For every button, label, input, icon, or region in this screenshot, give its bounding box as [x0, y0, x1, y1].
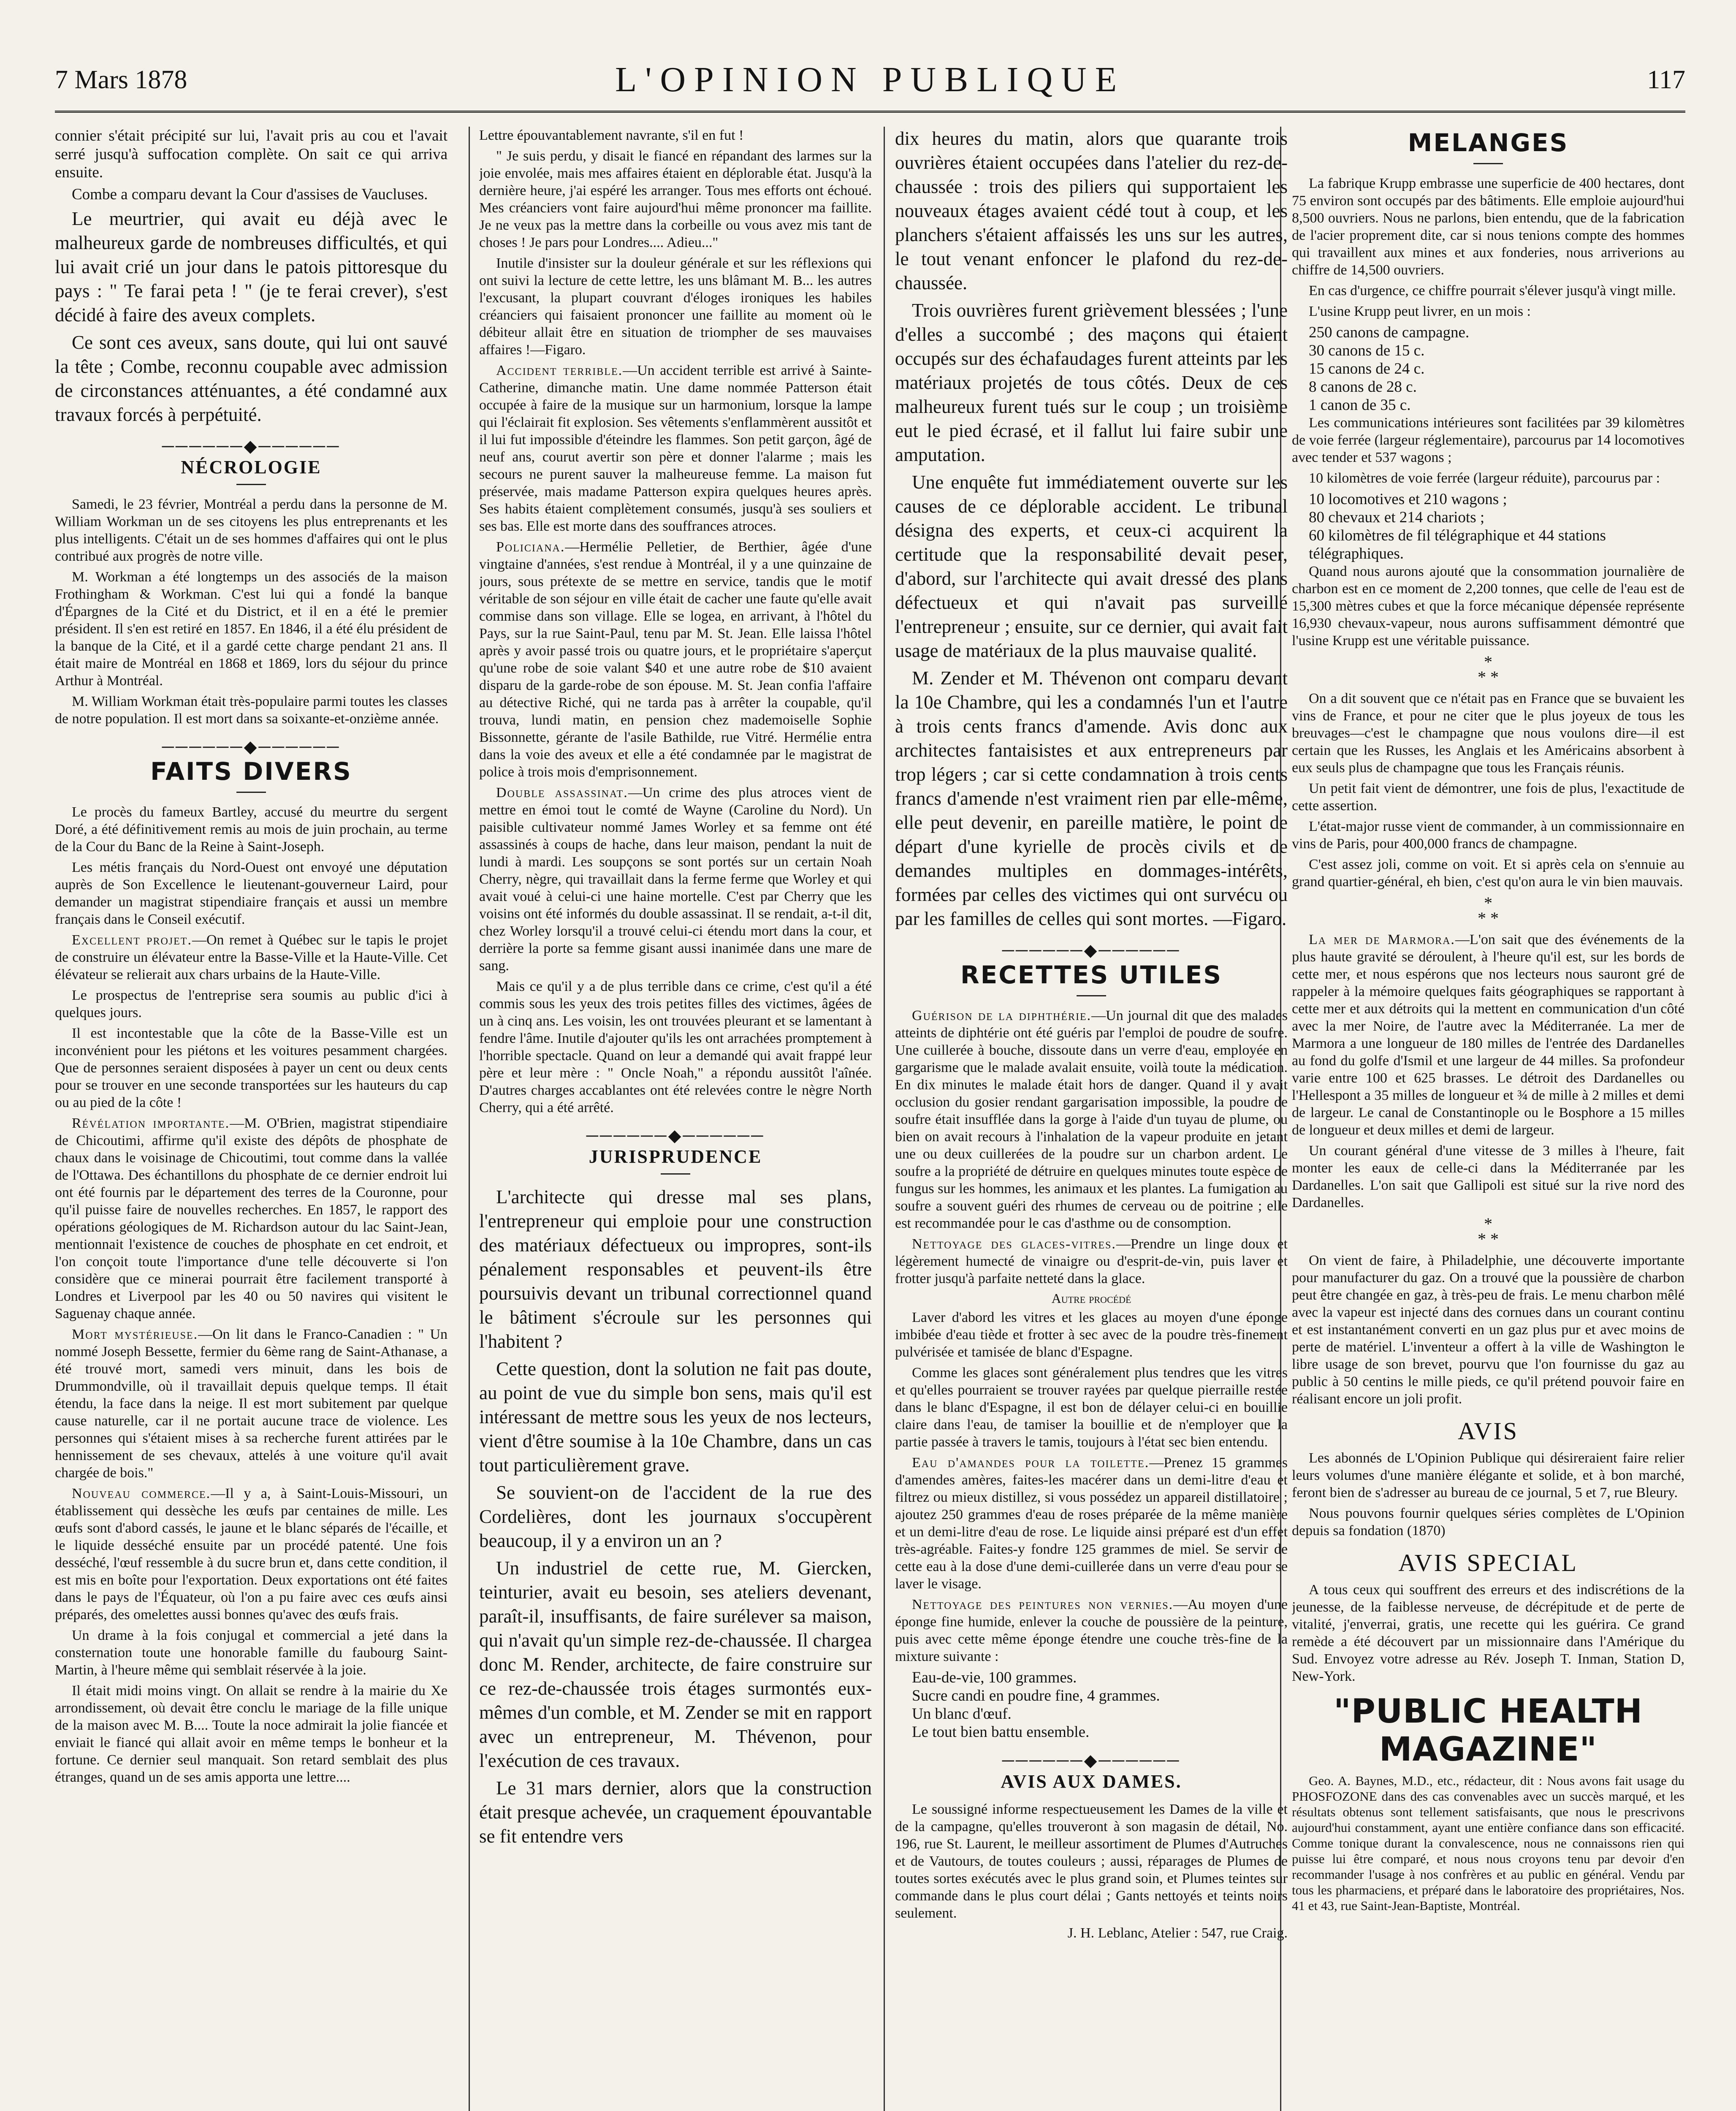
column-1 — [55, 127, 448, 2111]
list-item: 30 canons de 15 c. — [1309, 342, 1425, 359]
list-item: 60 kilomètres de fil télégraphique et 44 stations télégraphiques. — [1309, 527, 1606, 562]
page-number: 117 — [1647, 65, 1685, 94]
section-header-faits-divers — [55, 738, 448, 795]
paragraph: Il est incontestable que la côte de la Basse-Ville est un inconvénient pour les piétons et les voitures pesamment chargées. Que de personnes seraient disposées à payer un cent ou deux cents pour se trouver en une seconde transportées sur les hauteurs du cap ou au pied de la côte ! — [55, 1026, 448, 1110]
list-item: Sucre candi en poudre fine, 4 grammes. — [912, 1687, 1160, 1704]
item-lead: Nouveau commerce. — [72, 1486, 211, 1501]
item-lead: Révélation importante. — [72, 1115, 230, 1131]
newspaper-title: L'OPINION PUBLIQUE — [615, 60, 1126, 99]
masthead — [55, 59, 1685, 106]
paragraph: M. Zender et M. Thévenon ont comparu devant la 10e Chambre, qui les a condamnés l'un et l'autre à trois cents francs d'amende. Avis donc aux architectes fantaisistes et aux entrepreneurs par trop légers ; car si cette condamnation à trois cents francs d'amende n'est vraiment rien par elle-même, elle peut devenir, en pareille matière, le point de départ d'une kyrielle de procès civils et de demandes multiples en dommages-intérêts, formées par celles des victimes qui ont survécu ou par les familles de celles qui sont mortes. —Figaro. — [895, 667, 1288, 929]
item-lead: Policiana. — [496, 539, 565, 555]
paragraph — [55, 1115, 448, 1322]
paragraph — [895, 1596, 1288, 1665]
paragraph: Geo. A. Baynes, M.D., etc., rédacteur, dit : Nous avons fait usage du PHOSFOZONE dans des cas convenables avec un succès marqué, et les résultats obtenus sont tellement satisfaisants, que nous le prescrivons aujourd'hui constamment, ayant une entière confiance dans son efficacité. Comme tonique durant la convalescence, nous ne connaissons rien qui puisse lui être comparé, et nous nous croyons tenu par devoir d'en recommander l'usage à nos confrères et au public en général. Vendu par tous les pharmaciens, et préparé dans le laboratoire des propriétaires, Nos. 41 et 43, rue Saint-Jean-Baptiste, Montréal. — [1292, 1773, 1684, 1913]
paragraph: Samedi, le 23 février, Montréal a perdu dans la personne de M. William Workman un de ses citoyens les plus entreprenants et les plus intelligents. C'était un de ses hommes d'affaires qui ont le plus contribué aux progrès de notre ville. — [55, 497, 448, 564]
item-lead: Excellent projet. — [72, 932, 192, 948]
paragraph — [55, 931, 448, 983]
section-header-recettes — [895, 942, 1288, 999]
list-item: Le tout bien battu ensemble. — [912, 1723, 1090, 1741]
paragraph: Lettre épouvantablement navrante, s'il en fut ! — [479, 128, 744, 143]
ornament: ──────◆────── — [1002, 941, 1181, 960]
paragraph: Le 31 mars dernier, alors que la construction était presque achevée, un craquement épouvantable se fit entendre vers — [479, 1777, 872, 1847]
item-lead: Accident terrible. — [496, 363, 623, 378]
paragraph: Combe a comparu devant la Cour d'assises de Vaucluses. — [72, 185, 428, 203]
paragraph: " Je suis perdu, y disait le fiancé en répandant des larmes sur la joie envolée, mais mes affaires étaient en déplorable état. Jusqu'à la dernière heure, j'ai espéré les arranger. Tous mes efforts ont échoué. Mes créanciers vont faire aujourd'hui même prononcer ma faillite. Je ne veux pas la mettre dans la corbeille ou vous avez mis tant de choses ! Je pars pour Londres.... Adieu..." — [479, 148, 872, 250]
item-text: —L'on sait que des événements de la plus haute gravité se déroulent, à l'heure qu'il est, sur les bords de cette mer, et nous espérons que nos lecteurs nous sauront gré de rappeler à la mémoire quelques faits géographiques se rapportant à cette mer et aux détroits qui la mettent en communication d'un côté avec la mer Noire, de l'autre avec la Méditerranée. La mer de Marmora a une longueur de 180 milles de l'entrée des Dardanelles au fond du golfe d'Ismil et une largeur de 44 milles. Sa profondeur varie entre 100 et 625 brasses. Le détroit des Dardanelles ou l'Hellespont a 35 milles de longueur et ¾ de mille à 2 milles et demi de largeur. Le canal de Constantinople ou le Bosphore a 15 milles de longueur et deux milles et demi de largeur. — [1292, 932, 1684, 1138]
cannon-list — [1292, 323, 1684, 414]
item-text: —Il y a, à Saint-Louis-Missouri, un établissement qui dessèche les œufs par centaines de mille. Les œufs sont d'abord cassés, le jaune et le blanc séparés de l'écaille, et le liquide desséché ensuite par un procédé patenté. Une fois desséché, l'œuf ressemble à du sucre brun et, dans cette condition, il est mis en boîte pour l'exportation. Deux exportations ont été faites dans le pays de l'Équateur, où l'on a pu faire avec ces œufs ainsi préparés, des omelettes aussi bonnes qu'avec des œufs frais. — [55, 1486, 448, 1623]
list-item: 1 canon de 35 c. — [1309, 396, 1411, 414]
paragraph: Il était midi moins vingt. On allait se rendre à la mairie du Xe arrondissement, où devait être conclu le mariage de la fille unique de la maison avec M. B.... Toute la noce admirait la jolie fiancée et enviait le fiancé qui allait avoir en même temps le bonheur et la fortune. Ce dernier seul manquait. Son retard semblait des plus étranges, quand un de ses amis apporta une lettre.... — [55, 1683, 448, 1785]
item-text: —Hermélie Pelletier, de Berthier, âgée d'une vingtaine d'années, s'est rendue à Montréal, il y a une quinzaine de jours, sous prétexte de se mettre en service, tandis que le motif véritable de son séjour en ville était de cacher une faute qu'elle avait commise dans son village. Elle se logea, en arrivant, à l'hôtel du Pays, sur la rue Saint-Paul, tenu par M. St. Jean. Elle laissa l'hôtel après y avoir passé trois ou quatre jours, et le propriétaire s'aperçut qu'une robe de soie valant $40 et une autre robe de $10 avaient disparu de la garde-robe de son épouse. M. St. Jean confia l'affaire au détective Riché, qui ne tarda pas à arrêter la coupable, qu'il trouva, lundi matin, en pension chez mademoiselle Sophie Bissonnette, gérante de l'asile Bathilde, rue Vitré. Hermélie entra dans la voie des aveux et elle a été condamnée par le magistrat de police à trois mois d'emprisonnement. — [479, 539, 872, 780]
paragraph: Un industriel de cette rue, M. Giercken, teinturier, avait eu besoin, ses ateliers devenant, paraît-il, insuffisants, de faire surélever sa maison, qui n'avait qu'un simple rez-de-chaussée. Il chargea donc M. Render, architecte, de faire construire sur ce rez-de-chaussée trois étages surmontés eux-mêmes d'un comble, et M. Zender se mit en rapport avec un entrepreneur, M. Thévenon, pour l'exécution de ces travaux. — [479, 1557, 872, 1771]
paragraph — [895, 1454, 1288, 1593]
asterism: * * * — [1478, 893, 1499, 928]
item-text: —Au moyen d'une éponge fine humide, enlever la couche de poussière de la peinture, puis avec cette même éponge étendre une couche très-fine de la mixture suivante : — [895, 1597, 1288, 1664]
paragraph: M. Workman a été longtemps un des associés de la maison Frothingham & Workman. C'est lui qui a fondé la banque d'Épargnes de la Cité et du District, et il en a été le premier président. Il s'en est retiré en 1857. En 1846, il a été élu président de la banque de la Cité, et il a gardé cette charge pendant 21 ans. Il était maire de Montréal en 1868 et 1869, lors du séjour du prince Arthur à Montréal. — [55, 569, 448, 689]
divider — [1077, 995, 1106, 996]
item-text: —Prenez 15 grammes d'amendes amères, faites-les macérer dans un demi-litre d'eau et filtrez ou mieux distillez, si vous possédez un appareil distillatoire ; ajoutez 250 grammes d'eau de roses préparée de la même manière et un demi-litre d'eau de rose. Le liquide ainsi préparé est d'un effet très-agréable. Faites-y fondre 125 grammes de miel. Se servir de cette eau à la dose d'une demi-cuillerée dans un verre d'eau pour se laver le visage. — [895, 1455, 1288, 1592]
paragraph: Nous pouvons fournir quelques séries complètes de L'Opinion depuis sa fondation (1870) — [1292, 1506, 1684, 1538]
ornament: ──────◆────── — [162, 737, 341, 756]
paragraph — [479, 538, 872, 781]
item-lead: Mort mystérieuse. — [72, 1327, 198, 1342]
section-header-jurisprudence — [479, 1127, 872, 1177]
paragraph: Cette question, dont la solution ne fait pas doute, au point de vue du simple bon sens, mais qu'il est intéressant de mettre sous les yeux de nos lecteurs, vient d'être soumise à la 10e Chambre, dans un cas tout particulièrement grave. — [479, 1358, 872, 1476]
magazine-title: "PUBLIC HEALTH MAGAZINE" — [1334, 1693, 1643, 1769]
list-item: 8 canons de 28 c. — [1309, 378, 1417, 396]
paragraph: Mais ce qu'il y a de plus terrible dans ce crime, c'est qu'il a été commis sous les yeux des trois petites filles des victimes, âgées de un à cinq ans. Les voisin, les ont trouvées pleurant et se lamentant à fendre l'âme. Inutile d'ajouter qu'ils les ont arrachées promptement à l'horrible spectacle. Quand on leur a demandé qui avait frappé leur père et leur mère : " Oncle Noah," a répondu aussitôt l'aînée. D'autres charges accablantes ont été relevées contre le nègre North Cherry, qui a été arrêté. — [479, 979, 872, 1115]
paragraph: Le meurtrier, qui avait eu déjà avec le malheureux garde de nombreuses difficultés, et qui lui avait crié un jour dans le patois pittoresque du pays : " Te farai peta ! " (je te ferai crever), s'est décidé à faire des aveux complets. — [55, 208, 448, 326]
paragraph: Un petit fait vient de démontrer, une fois de plus, l'exactitude de cette assertion. — [1292, 781, 1684, 814]
list-item: Un blanc d'œuf. — [912, 1705, 1012, 1723]
paragraph: Se souvient-on de l'accident de la rue des Cordelières, dont les journaux s'occupèrent beaucoup, il y a environ un an ? — [479, 1482, 872, 1551]
column-divider — [884, 127, 885, 2111]
item-text: —M. O'Brien, magistrat stipendiaire de Chicoutimi, affirme qu'il existe des dépôts de phosphate de chaux dans le voisinage de Chicoutimi, tout comme dans la vallée de l'Ottawa. Des échantillons du phosphate de ce dernier endroit lui ont été fournis par le département des terres de la Couronne, pour qu'il puisse faire de nouvelles recherches. En 1857, le rapport des opérations géologiques de M. Richardson autour du lac Saint-Jean, mentionnait l'existence de couches de phosphate en cet endroit, et l'on conçoit toute l'importance d'une telle découverte si l'on considère que ce minerai pourrait être facilement transporté à Londres et Liverpool par les 40 ou 50 navires qui visitent le Saguenay chaque année. — [55, 1115, 448, 1321]
item-text: —On remet à Québec sur le tapis le projet de construire un élévateur entre la Basse-Ville et la Haute-Ville. Cet élévateur se relierait aux chars urbains de la Haute-Ville. — [55, 932, 448, 982]
paragraph — [55, 1485, 448, 1623]
divider — [236, 484, 266, 485]
asterism: * * * — [1478, 1214, 1499, 1248]
paragraph: On a dit souvent que ce n'était pas en France que se buvaient les vins de France, et pour ne citer que le plus joyeux de tous les breuvages—c'est le champagne que nous voulons dire—il est certain que les Russes, les Anglais et les Américains absorbent à eux seuls plus de champagne que tous les Français réunis. — [1292, 691, 1684, 776]
section-header-melanges — [1292, 128, 1684, 166]
column-4 — [1292, 127, 1684, 2111]
paragraph: Inutile d'insister sur la douleur générale et sur les réflexions qui ont suivi la lecture de cette lettre, les uns blâmant M. B... les autres l'excusant, la plupart couvrant d'éloges ironiques les habiles créanciers qui faisaient prononcer une faillite au moment où le débiteur allait être en situation de triompher de ses mauvaises affaires !—Figaro. — [479, 255, 872, 358]
asterism: * * * — [1478, 652, 1499, 686]
paragraph: Les communications intérieures sont facilitées par 39 kilomètres de voie ferrée (largeur réglementaire), parcourus par 14 locomotives avec tender et 537 wagons ; — [1292, 415, 1684, 465]
item-text: —Un journal dit que des malades atteints de diphtérie ont été guéris par l'emploi de poudre de soufre. Une cuillerée à bouche, dissoute dans un verre d'eau, employée en gargarisme que le malade avalait ensuite, voilà toute la médication. En dix minutes le malade était hors de danger. Quand il y avait occlusion du gosier rendant gargarisation impossible, la poudre de soufre était insufflée dans la gorge à l'aide d'un tuyau de plume, ou bien on avait recours à l'inhalation de la vapeur produite en jetant une ou deux cuillerées de la poudre sur un charbon ardent. Le soufre a la propriété de détruire en quelques minutes toute espèce de fungus sur les hommes, les animaux et les plantes. La fumigation au soufre a souvent guéri des rhumes de cerveau ou de poitrine ; elle est recommandée pour le cas d'asthme ou de consomption. — [895, 1008, 1288, 1231]
paragraph — [55, 1326, 448, 1481]
subheading: Autre procédé — [1051, 1291, 1131, 1306]
paragraph: A tous ceux qui souffrent des erreurs et des indiscrétions de la jeunesse, de la faiblesse nerveuse, de décrépitude et de perte de vitalité, j'enverrai, gratis, une recette qui les guérira. Ce grand remède a été découvert par un missionnaire dans l'Amérique du Sud. Envoyez votre adresse au Rév. Joseph T. Inman, Station D, New-York. — [1292, 1582, 1684, 1684]
recipe-list — [895, 1669, 1288, 1741]
paragraph: Comme les glaces sont généralement plus tendres que les vitres et qu'elles pourraient se trouver rayées par quelque pierraille restée dans le blanc d'Espagne, il est bon de délayer celui-ci en bouillie claire dans l'eau, de tamiser la bouillie et de n'employer que la partie passée à travers le tamis, toujours à l'état sec bien entendu. — [895, 1365, 1288, 1450]
ornament: ──────◆────── — [1002, 1751, 1181, 1770]
column-2 — [479, 127, 872, 2111]
paragraph: Ce sont ces aveux, sans doute, qui lui ont sauvé la tête ; Combe, reconnu coupable avec admission de circonstances atténuantes, a été condamné aux travaux forcés à perpétuité. — [55, 332, 448, 425]
paragraph: On vient de faire, à Philadelphie, une découverte importante pour manufacturer du gaz. On a trouvé que la poussière de charbon peut être changée en gaz, à très-peu de frais. Le menu charbon mêlé avec la vapeur est injecté dans des cornues dans un courant continu et est instantanément converti en un gaz plus pur et avec moins de perte de matériel. L'inventeur a offert à la ville de Washington le libre usage de son brevet, pourvu que l'on fournisse du gaz au public à 50 centins le mille pieds, ce qu'il prétend pouvoir faire en réalisant encore un joli profit. — [1292, 1253, 1684, 1407]
avis-title: AVIS — [1458, 1417, 1519, 1445]
paragraph — [479, 784, 872, 974]
ornament: ──────◆────── — [162, 437, 341, 456]
paragraph — [479, 362, 872, 535]
divider — [236, 792, 266, 793]
item-text: —On lit dans le Franco-Canadien : " Un nommé Joseph Bessette, fermier du 6ème rang de Saint-Athanase, a été trouvé mort, samedi vers minuit, dans les bois de Drummondville, où il travaillait depuis quelque temps. Il était étendu, la face dans la neige. Il est mort subitement par quelque cause naturelle, car il ne portait aucune trace de violence. Les personnes qui s'étaient mises à sa recherche furent attirées par le hennissement de ses chevaux, attelés à une voiture qu'il avait chargée de bois." — [55, 1327, 448, 1481]
section-header-avis-dames — [895, 1752, 1288, 1792]
paragraph: Un courant général d'une vitesse de 3 milles à l'heure, fait monter les eaux de celle-ci dans la Méditerranée par les Dardanelles. L'on sait que Gallipoli est situé sur la rive nord des Dardanelles. — [1292, 1143, 1684, 1210]
item-lead: Nettoyage des glaces-vitres. — [912, 1236, 1116, 1252]
paragraph — [895, 1007, 1288, 1232]
paragraph: L'usine Krupp peut livrer, en un mois : — [1309, 304, 1531, 319]
divider — [661, 1173, 690, 1175]
transport-list — [1292, 490, 1684, 563]
paragraph: M. William Workman était très-populaire parmi toutes les classes de notre population. Il est mort dans sa soixante-et-onzième année. — [55, 694, 448, 727]
item-lead: Eau d'amandes pour la toilette. — [912, 1455, 1150, 1471]
avis-special-title: AVIS SPECIAL — [1398, 1549, 1578, 1576]
section-title: RECETTES UTILES — [960, 961, 1223, 989]
paragraph: Le soussigné informe respectueusement les Dames de la ville et de la campagne, qu'elles trouveront à son magasin de détail, No. 196, rue St. Laurent, le meilleur assortiment de Plumes d'Autruches et de Vautours, de toutes couleurs ; aussi, réparages de Plumes de toutes sortes exécutés avec le plus grand soin, et Plumes teintes sur commande dans le plus court délai ; Gants nettoyés et teints noirs seulement. — [895, 1802, 1288, 1921]
paragraph: Le procès du fameux Bartley, accusé du meurtre du sergent Doré, a été définitivement remis au mois de juin prochain, au terme de la Cour du Banc de la Reine à Saint-Joseph. — [55, 804, 448, 855]
section-title: FAITS DIVERS — [150, 757, 352, 786]
paragraph: L'état-major russe vient de commander, à un commissionnaire en vins de Paris, pour 400,000 francs de champagne. — [1292, 819, 1684, 852]
paragraph: Les métis français du Nord-Ouest ont envoyé une députation auprès de Son Excellence le lieutenant-gouverneur Laird, pour demander un magistrat stipendiaire français et aussi un membre français dans le Conseil exécutif. — [55, 860, 448, 927]
item-lead: Double assassinat. — [496, 785, 628, 800]
paragraph — [1292, 931, 1684, 1139]
paragraph: Le prospectus de l'entreprise sera soumis au public d'ici à quelques jours. — [55, 988, 448, 1020]
item-lead: La mer de Marmora. — [1309, 932, 1455, 947]
signature: J. H. Leblanc, Atelier : 547, rue Craig. — [1067, 1925, 1288, 1941]
paragraph: Une enquête fut immédiatement ouverte sur les causes de ce déplorable accident. Le tribunal désigna des experts, et ceux-ci acquirent la certitude que la responsabilité devait peser, d'abord, sur l'architecte qui avait dressé des plans défectueux et qui n'avait pas surveillé l'entrepreneur ; ensuite, sur ce dernier, qui avait fait usage de matériaux de la plus mauvaise qualité. — [895, 472, 1288, 661]
paragraph: C'est assez joli, comme on voit. Et si après cela on s'ennuie au grand quartier-général, eh bien, c'est qu'on aura le vin bien mauvais. — [1292, 857, 1684, 890]
paragraph: dix heures du matin, alors que quarante trois ouvrières étaient occupées dans l'atelier du rez-de-chaussée : trois des piliers qui supportaient les nouveaux étages avaient cédé tout à coup, et les planchers s'étaient affaissés les uns sur les autres, le tout venant enfoncer le plafond du rez-de-chaussée. — [895, 128, 1288, 293]
item-text: —Un accident terrible est arrivé à Sainte-Catherine, dimanche matin. Une dame nommée Patterson était occupée à faire de la musique sur un harmonium, lorsque la lampe qui l'éclairait fit explosion. Ses vêtements s'enflammèrent aussitôt et il lui fut impossible d'éteindre les flammes. Son petit garçon, âgé de neuf ans, courut avertir son père et donner l'alarme ; mais les secours ne purent sauver la malheureuse femme. La maison fut préservée, mais madame Patterson expira quelques heures après. Ses habits étaient complètement consumés, jusqu'à ses souliers et ses bas. Elle est morte dans des souffrances atroces. — [479, 363, 872, 534]
paragraph: connier s'était précipité sur lui, l'avait pris au cou et l'avait serré jusqu'à suffocation complète. On sait ce qui arriva ensuite. — [55, 127, 448, 181]
divider — [1473, 163, 1503, 164]
list-item: 80 chevaux et 214 chariots ; — [1309, 509, 1485, 526]
section-title: MELANGES — [1408, 128, 1569, 157]
paragraph: Laver d'abord les vitres et les glaces au moyen d'une éponge imbibée d'eau tiède et frotter à sec avec de la poudre très-finement pulvérisée et tamisée de blanc d'Espagne. — [895, 1310, 1288, 1360]
section-title: JURISPRUDENCE — [589, 1146, 762, 1167]
list-item: Eau-de-vie, 100 grammes. — [912, 1669, 1077, 1686]
item-lead: Nettoyage des peintures non vernies. — [912, 1597, 1174, 1612]
section-title: AVIS AUX DAMES. — [1001, 1771, 1182, 1792]
list-item: 250 canons de campagne. — [1309, 324, 1470, 341]
paragraph: L'architecte qui dresse mal ses plans, l'entrepreneur qui emploie pour une construction des matériaux défectueux ou impropres, sont-ils pénalement responsables et peuvent-ils être poursuivis devant un tribunal correctionnel quand le bâtiment s'écroule sur les personnes qui l'habitent ? — [479, 1186, 872, 1352]
section-title: NÉCROLOGIE — [181, 457, 322, 478]
paragraph: Trois ouvrières furent grièvement blessées ; l'une d'elles a succombé ; des maçons qui étaient occupés sur des échafaudages furent atteints par les matériaux projetés de tous côtés. Deux de ces malheureux furent tués sur le coup ; un troisième eut le pied écrasé, et il fallut lui faire subir une amputation. — [895, 300, 1288, 465]
masthead-rule — [55, 111, 1685, 113]
column-3 — [895, 127, 1288, 2111]
item-text: —Prendre un linge doux et légèrement humecté de vinaigre ou d'esprit-de-vin, puis laver et frotter jusqu'à parfaite netteté dans la glace. — [895, 1236, 1288, 1286]
paragraph: 10 kilomètres de voie ferrée (largeur réduite), parcourus par : — [1309, 470, 1660, 486]
paragraph: Un drame à la fois conjugal et commercial a jeté dans la consternation toute une honorable famille du faubourg Saint-Martin, à l'heure même qui semblait réservée à la joie. — [55, 1628, 448, 1678]
paragraph: Les abonnés de L'Opinion Publique qui désireraient faire relier leurs volumes d'une manière élégante et solide, et à bon marché, feront bien de s'adresser au bureau de ce journal, 5 et 7, rue Bleury. — [1292, 1450, 1684, 1500]
column-divider — [469, 127, 470, 2111]
list-item: 10 locomotives et 210 wagons ; — [1309, 491, 1507, 508]
paragraph: En cas d'urgence, ce chiffre pourrait s'élever jusqu'à vingt mille. — [1309, 283, 1676, 298]
paragraph: Quand nous aurons ajouté que la consommation journalière de charbon est en ce moment de 2,200 tonnes, que celle de l'eau est de 15,300 mètres cubes et que la force mécanique dépensée représente 16,930 chevaux-vapeur, nous aurons suffisamment démontré que l'usine Krupp est une véritable puissance. — [1292, 564, 1684, 648]
ornament: ──────◆────── — [586, 1126, 765, 1145]
section-header-necrologie — [55, 438, 448, 487]
paragraph — [895, 1235, 1288, 1287]
item-text: —Un crime des plus atroces vient de mettre en émoi tout le comté de Wayne (Caroline du Nord). Un paisible cultivateur nommé James Worley et sa femme ont été assassinés à coups de hache, dans leur maison, pendant la nuit de lundi à mardi. Les soupçons se sont portés sur un certain Noah Cherry, nègre, qui travaillait dans la ferme ferme que Worley et qui avait voué à celui-ci une haine mortelle. C'est par Cherry que les voisins ont été informés du double assassinat. Il se rendait, a-t-il dit, chez Worley lorsqu'il a trouvé celui-ci étendu mort dans la cour, et derrière la porte sa femme gisant aussi inanimée dans une mare de sang. — [479, 785, 872, 974]
item-lead: Guérison de la diphthérie. — [912, 1008, 1092, 1023]
paragraph: La fabrique Krupp embrasse une superficie de 400 hectares, dont 75 environ sont occupés par des bâtiments. Elle emploie aujourd'hui 8,500 ouvriers. Nous ne parlons, bien entendu, que de la fabrication de l'acier proprement dite, car si nous tenions compte des hommes qui travaillent aux mines et aux fonderies, nous arriverions au chiffre de 14,500 ouvriers. — [1292, 176, 1684, 278]
issue-date: 7 Mars 1878 — [55, 65, 187, 94]
list-item: 15 canons de 24 c. — [1309, 360, 1425, 377]
